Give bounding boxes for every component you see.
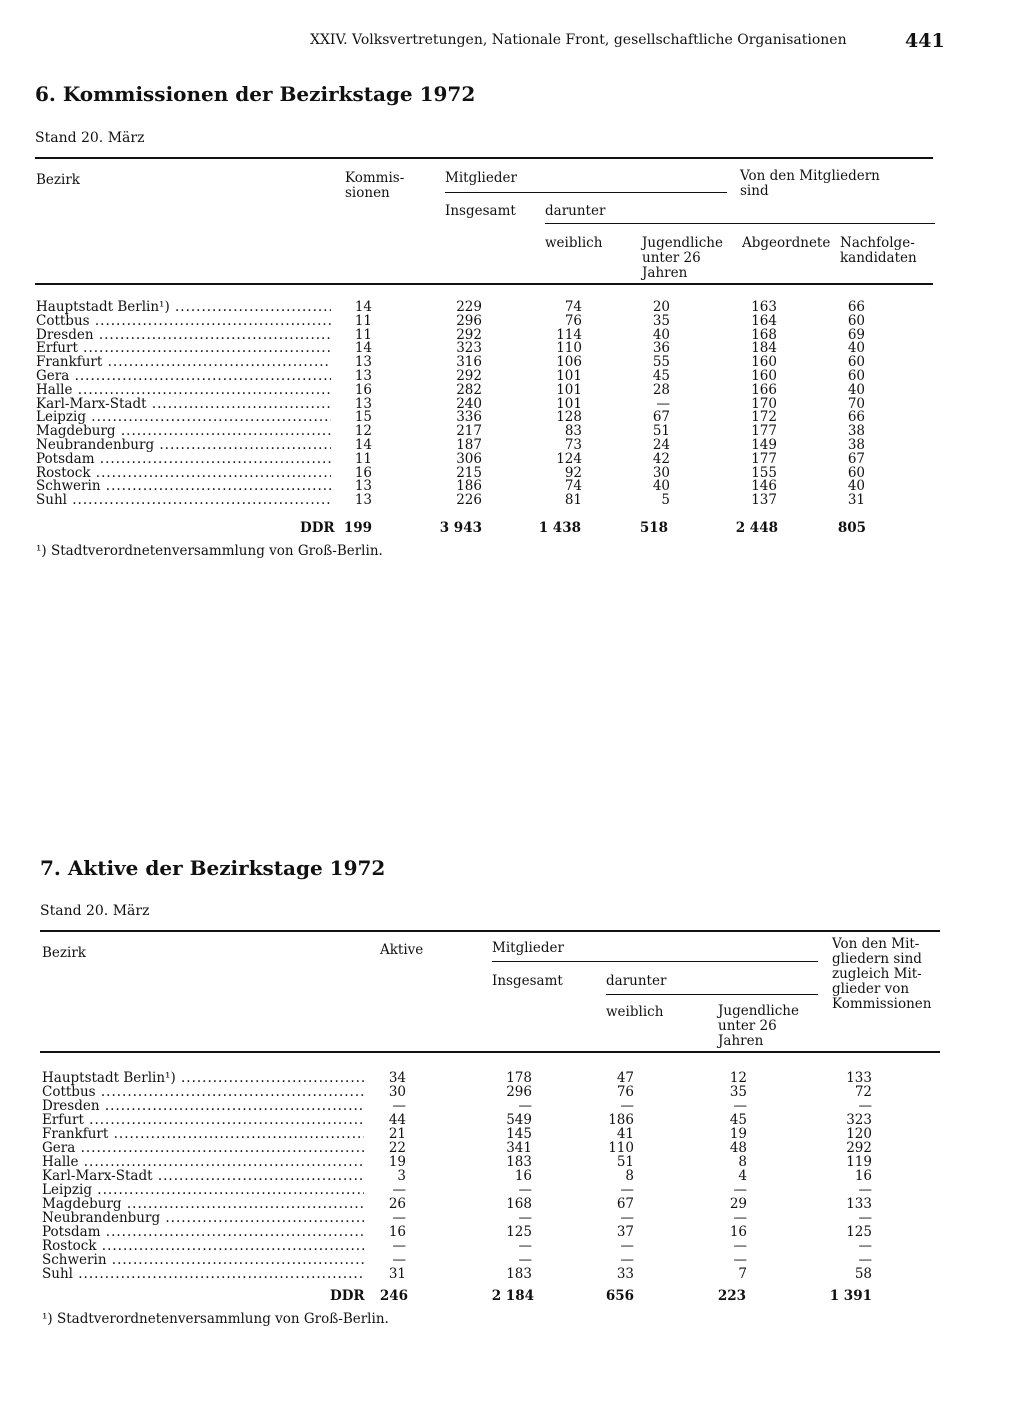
jugendliche-cell: 28 [652, 381, 670, 398]
page-number: 441 [905, 30, 945, 52]
nachfolge-cell: 60 [847, 354, 865, 371]
table-row [36, 438, 936, 452]
abgeordnete-cell: 164 [751, 312, 777, 329]
table6-col-darunter: darunter [545, 203, 606, 219]
jugendliche-cell: 42 [652, 450, 670, 467]
jugendliche-cell: 19 [729, 1126, 747, 1142]
insgesamt-cell: 16 [514, 1168, 532, 1184]
abgeordnete-cell: 137 [751, 492, 777, 509]
table7-col-darunter: darunter [606, 973, 667, 989]
jugendliche-cell: 67 [652, 409, 670, 426]
kommissionen-cell: 11 [354, 326, 372, 343]
table-row [42, 1155, 942, 1169]
bezirk-cell: Neubrandenburg ..... [42, 1211, 364, 1225]
table7-darunter-rule [606, 994, 818, 995]
jugendliche-cell: — [733, 1252, 747, 1268]
table7-total-zugleich: 1 391 [829, 1288, 872, 1304]
table6-total-insgesamt: 3 943 [439, 520, 482, 536]
table-row [36, 397, 936, 411]
table7-col-bezirk: Bezirk [42, 945, 86, 961]
table6-total-jugendliche: 518 [639, 520, 668, 536]
table-row [42, 1099, 942, 1113]
weiblich-cell: 67 [616, 1196, 634, 1212]
bezirk-cell: Suhl ..... [36, 493, 331, 507]
zugleich-cell: 72 [854, 1084, 872, 1100]
table7-header-bottom-rule [40, 1051, 940, 1053]
zugleich-cell: — [858, 1238, 872, 1254]
bezirk-cell: Erfurt ..... [36, 341, 331, 355]
bezirk-cell: Leipzig ..... [36, 410, 331, 424]
abgeordnete-cell: 168 [751, 326, 777, 343]
running-head: XXIV. Volksvertretungen, Nationale Front, gesellschaftliche Organisationen [310, 32, 847, 48]
weiblich-cell: 76 [564, 312, 582, 329]
abgeordnete-cell: 172 [751, 409, 777, 426]
jugendliche-cell: 12 [729, 1070, 747, 1086]
jugendliche-cell: 35 [729, 1084, 747, 1100]
table-row [42, 1113, 942, 1127]
zugleich-cell: 120 [846, 1126, 872, 1142]
table-row [42, 1071, 942, 1085]
table7-stand: Stand 20. März [40, 903, 150, 919]
aktive-cell: 31 [388, 1266, 406, 1282]
weiblich-cell: 51 [616, 1154, 634, 1170]
bezirk-cell: Potsdam ..... [36, 452, 331, 466]
kommissionen-cell: 14 [354, 437, 372, 453]
insgesamt-cell: 145 [506, 1126, 532, 1142]
abgeordnete-cell: 149 [751, 437, 777, 453]
zugleich-cell: 58 [854, 1266, 872, 1282]
weiblich-cell: 74 [564, 478, 582, 495]
table6-col-mitglieder: Mitglieder [445, 170, 517, 186]
bezirk-cell: Hauptstadt Berlin¹) ..... [42, 1071, 364, 1085]
aktive-cell: 26 [388, 1196, 406, 1212]
bezirk-cell: Hauptstadt Berlin¹) ..... [36, 300, 331, 314]
jugendliche-cell: 40 [652, 326, 670, 343]
jugendliche-cell: 35 [652, 312, 670, 329]
zugleich-cell: — [858, 1210, 872, 1226]
kommissionen-cell: 13 [354, 478, 372, 495]
abgeordnete-cell: 146 [751, 478, 777, 495]
table-row [36, 314, 936, 328]
bezirk-cell: Halle ..... [42, 1155, 364, 1169]
jugendliche-cell: — [656, 395, 670, 412]
table-row [36, 479, 936, 493]
bezirk-cell: Potsdam ..... [42, 1225, 364, 1239]
jugendliche-cell: 51 [652, 423, 670, 440]
table-row [36, 410, 936, 424]
table6-col-weiblich: weiblich [545, 235, 603, 251]
insgesamt-cell: 316 [456, 354, 482, 371]
weiblich-cell: 186 [608, 1112, 634, 1128]
jugendliche-cell: 24 [652, 437, 670, 453]
bezirk-cell: Rostock ..... [36, 466, 331, 480]
nachfolge-cell: 70 [847, 395, 865, 412]
weiblich-cell: 41 [616, 1126, 634, 1142]
abgeordnete-cell: 160 [751, 354, 777, 371]
jugendliche-cell: 7 [738, 1266, 747, 1282]
weiblich-cell: 81 [564, 492, 582, 509]
nachfolge-cell: 60 [847, 464, 865, 481]
table7-total-insgesamt: 2 184 [491, 1288, 534, 1304]
table-row [42, 1197, 942, 1211]
kommissionen-cell: 15 [354, 409, 372, 426]
zugleich-cell: 323 [846, 1112, 872, 1128]
table6-darunter-rule [545, 223, 935, 224]
table-row [42, 1085, 942, 1099]
kommissionen-cell: 12 [354, 423, 372, 440]
weiblich-cell: 101 [556, 381, 582, 398]
zugleich-cell: — [858, 1098, 872, 1114]
table6-total-nachfolge: 805 [837, 520, 866, 536]
table7-total-jugendliche: 223 [717, 1288, 746, 1304]
table-row [36, 452, 936, 466]
table-row [42, 1267, 942, 1281]
insgesamt-cell: 336 [456, 409, 482, 426]
bezirk-cell: Cottbus ..... [42, 1085, 364, 1099]
weiblich-cell: 76 [616, 1084, 634, 1100]
table7-total-label: DDR [330, 1288, 365, 1304]
jugendliche-cell: 4 [738, 1168, 747, 1184]
aktive-cell: 3 [397, 1168, 406, 1184]
nachfolge-cell: 31 [847, 492, 865, 509]
table-row [42, 1127, 942, 1141]
table-row [36, 493, 936, 507]
weiblich-cell: 101 [556, 368, 582, 384]
bezirk-cell: Frankfurt ..... [36, 355, 331, 369]
weiblich-cell: 37 [616, 1224, 634, 1240]
table7-mitglieder-rule [492, 961, 818, 962]
table6-col-abgeordnete: Abgeordnete [742, 235, 831, 251]
weiblich-cell: 101 [556, 395, 582, 412]
kommissionen-cell: 13 [354, 395, 372, 412]
table-row [36, 424, 936, 438]
jugendliche-cell: 45 [729, 1112, 747, 1128]
zugleich-cell: 119 [846, 1154, 872, 1170]
zugleich-cell: — [858, 1182, 872, 1198]
aktive-cell: — [392, 1238, 406, 1254]
weiblich-cell: 114 [556, 326, 582, 343]
weiblich-cell: 110 [556, 340, 582, 357]
insgesamt-cell: — [518, 1238, 532, 1254]
aktive-cell: — [392, 1182, 406, 1198]
table6-total-abgeordnete: 2 448 [735, 520, 778, 536]
jugendliche-cell: 40 [652, 478, 670, 495]
table-row [42, 1141, 942, 1155]
bezirk-cell: Schwerin ..... [42, 1253, 364, 1267]
jugendliche-cell: 8 [738, 1154, 747, 1170]
insgesamt-cell: 183 [506, 1154, 532, 1170]
aktive-cell: 30 [388, 1084, 406, 1100]
bezirk-cell: Karl-Marx-Stadt ..... [42, 1169, 364, 1183]
insgesamt-cell: 306 [456, 450, 482, 467]
bezirk-cell: Gera ..... [36, 369, 331, 383]
table6-col-nachfolge: Nachfolge- kandidaten [840, 235, 917, 266]
nachfolge-cell: 38 [847, 437, 865, 453]
table6-total-label: DDR [300, 520, 335, 536]
nachfolge-cell: 40 [847, 340, 865, 357]
jugendliche-cell: — [733, 1098, 747, 1114]
bezirk-cell: Rostock ..... [42, 1239, 364, 1253]
table-row [36, 369, 936, 383]
insgesamt-cell: — [518, 1098, 532, 1114]
insgesamt-cell: 168 [506, 1196, 532, 1212]
insgesamt-cell: 178 [506, 1070, 532, 1086]
table7-col-jugendliche: Jugendliche unter 26 Jahren [718, 1003, 799, 1049]
insgesamt-cell: 292 [456, 368, 482, 384]
jugendliche-cell: 5 [661, 492, 670, 509]
table-row [36, 355, 936, 369]
jugendliche-cell: 20 [652, 299, 670, 315]
abgeordnete-cell: 155 [751, 464, 777, 481]
table7-col-zugleich: Von den Mit- gliedern sind zugleich Mit- glieder von Kommissionen [832, 936, 932, 1012]
aktive-cell: 34 [388, 1070, 406, 1086]
weiblich-cell: 73 [564, 437, 582, 453]
insgesamt-cell: 186 [456, 478, 482, 495]
weiblich-cell: 92 [564, 464, 582, 481]
weiblich-cell: 47 [616, 1070, 634, 1086]
weiblich-cell: 33 [616, 1266, 634, 1282]
weiblich-cell: — [620, 1098, 634, 1114]
table6-col-kommissionen: Kommis- sionen [345, 170, 405, 201]
table6-total-weiblich: 1 438 [538, 520, 581, 536]
weiblich-cell: 110 [608, 1140, 634, 1156]
nachfolge-cell: 67 [847, 450, 865, 467]
abgeordnete-cell: 177 [751, 423, 777, 440]
aktive-cell: 19 [388, 1154, 406, 1170]
abgeordnete-cell: 177 [751, 450, 777, 467]
aktive-cell: — [392, 1098, 406, 1114]
table6-header-bottom-rule [35, 283, 933, 285]
kommissionen-cell: 11 [354, 312, 372, 329]
table7-title: 7. Aktive der Bezirkstage 1972 [40, 856, 386, 880]
bezirk-cell: Schwerin ..... [36, 479, 331, 493]
insgesamt-cell: 323 [456, 340, 482, 357]
zugleich-cell: — [858, 1252, 872, 1268]
table-row [42, 1239, 942, 1253]
insgesamt-cell: 187 [456, 437, 482, 453]
abgeordnete-cell: 166 [751, 381, 777, 398]
weiblich-cell: 74 [564, 299, 582, 315]
table-row [36, 328, 936, 342]
insgesamt-cell: 282 [456, 381, 482, 398]
table6-col-von-den: Von den Mitgliedern sind [740, 168, 880, 199]
insgesamt-cell: 183 [506, 1266, 532, 1282]
bezirk-cell: Suhl ..... [42, 1267, 364, 1281]
jugendliche-cell: 48 [729, 1140, 747, 1156]
table6-title: 6. Kommissionen der Bezirkstage 1972 [35, 82, 476, 106]
jugendliche-cell: 36 [652, 340, 670, 357]
bezirk-cell: Halle ..... [36, 383, 331, 397]
table-row [36, 300, 936, 314]
jugendliche-cell: 30 [652, 464, 670, 481]
weiblich-cell: — [620, 1252, 634, 1268]
nachfolge-cell: 66 [847, 299, 865, 315]
table-row [42, 1183, 942, 1197]
jugendliche-cell: 29 [729, 1196, 747, 1212]
bezirk-cell: Dresden ..... [36, 328, 331, 342]
weiblich-cell: 83 [564, 423, 582, 440]
nachfolge-cell: 60 [847, 368, 865, 384]
abgeordnete-cell: 170 [751, 395, 777, 412]
nachfolge-cell: 38 [847, 423, 865, 440]
table7-col-aktive: Aktive [380, 942, 424, 958]
bezirk-cell: Neubrandenburg ..... [36, 438, 331, 452]
bezirk-cell: Cottbus ..... [36, 314, 331, 328]
weiblich-cell: — [620, 1210, 634, 1226]
insgesamt-cell: 226 [456, 492, 482, 509]
insgesamt-cell: 240 [456, 395, 482, 412]
bezirk-cell: Karl-Marx-Stadt ..... [36, 397, 331, 411]
kommissionen-cell: 13 [354, 492, 372, 509]
insgesamt-cell: 217 [456, 423, 482, 440]
table6-col-jugendliche: Jugendliche unter 26 Jahren [642, 235, 723, 281]
table7-col-mitglieder: Mitglieder [492, 940, 564, 956]
kommissionen-cell: 13 [354, 368, 372, 384]
aktive-cell: 16 [388, 1224, 406, 1240]
zugleich-cell: 292 [846, 1140, 872, 1156]
table6-footnote: ¹) Stadtverordnetenversammlung von Groß-Berlin. [36, 543, 383, 559]
bezirk-cell: Magdeburg ..... [36, 424, 331, 438]
kommissionen-cell: 16 [354, 381, 372, 398]
table6-col-insgesamt: Insgesamt [445, 203, 516, 219]
jugendliche-cell: 16 [729, 1224, 747, 1240]
kommissionen-cell: 13 [354, 354, 372, 371]
table7-col-weiblich: weiblich [606, 1004, 664, 1020]
table-row [36, 466, 936, 480]
bezirk-cell: Gera ..... [42, 1141, 364, 1155]
insgesamt-cell: 341 [506, 1140, 532, 1156]
table-row [42, 1253, 942, 1267]
table7-total-weiblich: 656 [605, 1288, 634, 1304]
bezirk-cell: Leipzig ..... [42, 1183, 364, 1197]
table6-total-kommissionen: 199 [343, 520, 372, 536]
aktive-cell: 21 [388, 1126, 406, 1142]
aktive-cell: 44 [388, 1112, 406, 1128]
zugleich-cell: 125 [846, 1224, 872, 1240]
nachfolge-cell: 60 [847, 312, 865, 329]
table6-top-rule [35, 157, 933, 159]
weiblich-cell: — [620, 1238, 634, 1254]
abgeordnete-cell: 184 [751, 340, 777, 357]
table7-top-rule [40, 930, 940, 932]
nachfolge-cell: 40 [847, 381, 865, 398]
table-row [36, 341, 936, 355]
table-row [42, 1225, 942, 1239]
table7-total-aktive: 246 [379, 1288, 408, 1304]
weiblich-cell: 106 [556, 354, 582, 371]
insgesamt-cell: — [518, 1252, 532, 1268]
jugendliche-cell: — [733, 1238, 747, 1254]
kommissionen-cell: 14 [354, 340, 372, 357]
zugleich-cell: 133 [846, 1070, 872, 1086]
aktive-cell: — [392, 1210, 406, 1226]
insgesamt-cell: 215 [456, 464, 482, 481]
bezirk-cell: Magdeburg ..... [42, 1197, 364, 1211]
abgeordnete-cell: 163 [751, 299, 777, 315]
table-row [42, 1211, 942, 1225]
insgesamt-cell: 229 [456, 299, 482, 315]
jugendliche-cell: — [733, 1182, 747, 1198]
table-row [36, 383, 936, 397]
nachfolge-cell: 40 [847, 478, 865, 495]
table6-mitglieder-rule [445, 192, 727, 193]
insgesamt-cell: 296 [506, 1084, 532, 1100]
insgesamt-cell: — [518, 1210, 532, 1226]
table-row [42, 1169, 942, 1183]
bezirk-cell: Dresden ..... [42, 1099, 364, 1113]
aktive-cell: — [392, 1252, 406, 1268]
insgesamt-cell: 292 [456, 326, 482, 343]
insgesamt-cell: 549 [506, 1112, 532, 1128]
weiblich-cell: 128 [556, 409, 582, 426]
nachfolge-cell: 69 [847, 326, 865, 343]
insgesamt-cell: 125 [506, 1224, 532, 1240]
kommissionen-cell: 11 [354, 450, 372, 467]
abgeordnete-cell: 160 [751, 368, 777, 384]
kommissionen-cell: 14 [354, 299, 372, 315]
insgesamt-cell: 296 [456, 312, 482, 329]
bezirk-cell: Erfurt ..... [42, 1113, 364, 1127]
table6-col-bezirk: Bezirk [36, 172, 80, 188]
jugendliche-cell: — [733, 1210, 747, 1226]
jugendliche-cell: 45 [652, 368, 670, 384]
kommissionen-cell: 16 [354, 464, 372, 481]
weiblich-cell: 124 [556, 450, 582, 467]
weiblich-cell: — [620, 1182, 634, 1198]
table7-col-insgesamt: Insgesamt [492, 973, 563, 989]
weiblich-cell: 8 [625, 1168, 634, 1184]
aktive-cell: 22 [388, 1140, 406, 1156]
bezirk-cell: Frankfurt ..... [42, 1127, 364, 1141]
table6-stand: Stand 20. März [35, 130, 145, 146]
table7-footnote: ¹) Stadtverordnetenversammlung von Groß-Berlin. [42, 1311, 389, 1327]
zugleich-cell: 16 [854, 1168, 872, 1184]
jugendliche-cell: 55 [652, 354, 670, 371]
zugleich-cell: 133 [846, 1196, 872, 1212]
insgesamt-cell: — [518, 1182, 532, 1198]
nachfolge-cell: 66 [847, 409, 865, 426]
